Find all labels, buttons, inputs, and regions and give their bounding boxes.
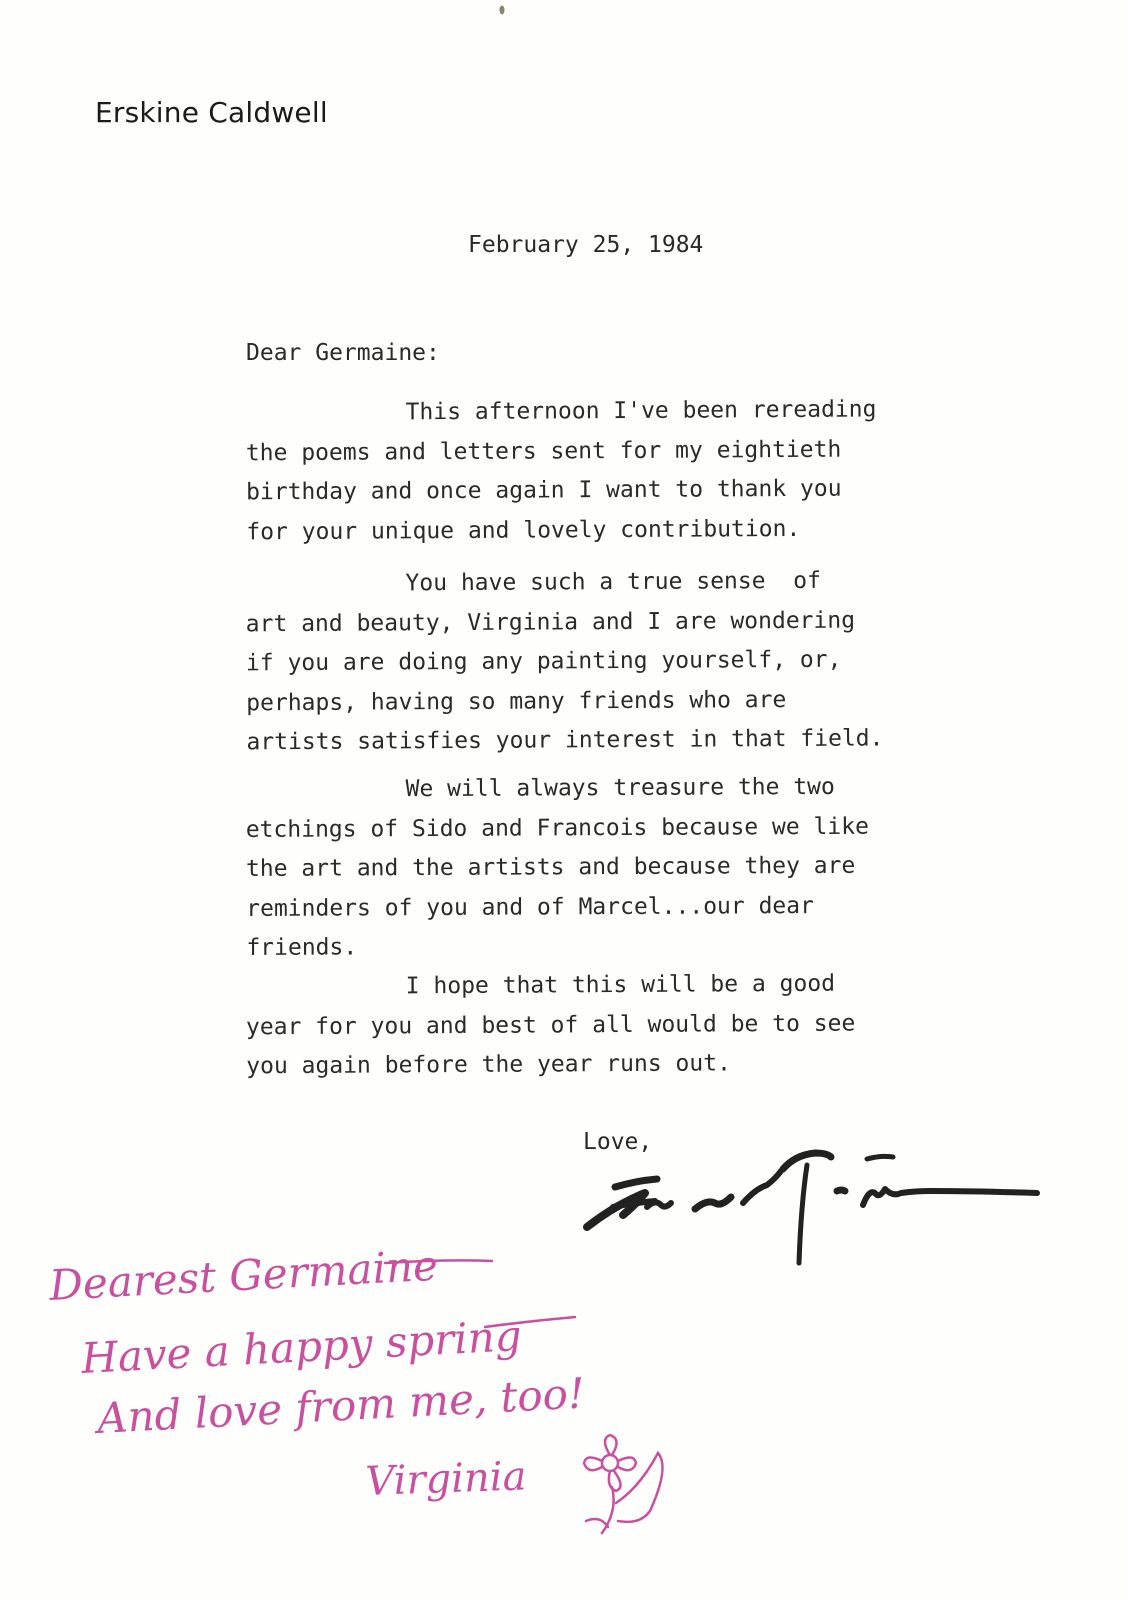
paragraph-line: We will always treasure the two: [405, 773, 835, 803]
paragraph-line: year for you and best of all would be to see: [245, 1010, 856, 1040]
paragraph-line: friends.: [246, 934, 358, 961]
paragraph-line: for your unique and lovely contribution.: [246, 515, 801, 545]
paper-speck: [498, 4, 506, 16]
paragraph-line: perhaps, having so many friends who are: [246, 686, 787, 716]
note-line-4: Virginia: [364, 1453, 528, 1505]
note-line-1: Dearest Germaine: [47, 1240, 439, 1310]
paragraph-line: artists satisfies your interest in that field.: [246, 725, 884, 756]
flower-doodle-icon: [584, 1435, 663, 1533]
paragraph-2: [245, 561, 1006, 763]
paragraph-1: [246, 390, 1007, 553]
paragraph-line: the poems and letters sent for my eightieth: [245, 436, 842, 466]
paragraph-line: you again before the year runs out.: [246, 1050, 731, 1080]
letterhead: Erskine Caldwell: [95, 96, 328, 129]
note-line-3: And love from me, too!: [95, 1368, 586, 1443]
paragraph-4: [246, 964, 1007, 1087]
paragraph-line: if you are doing any painting yourself, or,: [245, 646, 842, 677]
paragraph-3: [245, 767, 1006, 968]
paragraph-line: You have such a true sense of: [405, 567, 822, 597]
paragraph-line: etchings of Sido and Francois because we like: [245, 813, 869, 843]
paragraph-line: I hope that this will be a good: [405, 970, 836, 1000]
paragraph-line: art and beauty, Virginia and I are wondering: [245, 607, 856, 637]
letter-date: February 25, 1984: [468, 232, 704, 258]
paragraph-line: birthday and once again I want to thank you: [246, 475, 842, 506]
salutation: Dear Germaine:: [246, 340, 440, 366]
paragraph-line: This afternoon I've been rereading: [405, 396, 877, 426]
handwritten-postscript: [30, 1225, 750, 1585]
paragraph-line: reminders of you and of Marcel...our dear: [246, 892, 815, 922]
paragraph-line: the art and the artists and because they are: [245, 852, 856, 882]
closing: Love,: [583, 1129, 653, 1155]
note-line-2: Have a happy spring: [79, 1310, 523, 1383]
